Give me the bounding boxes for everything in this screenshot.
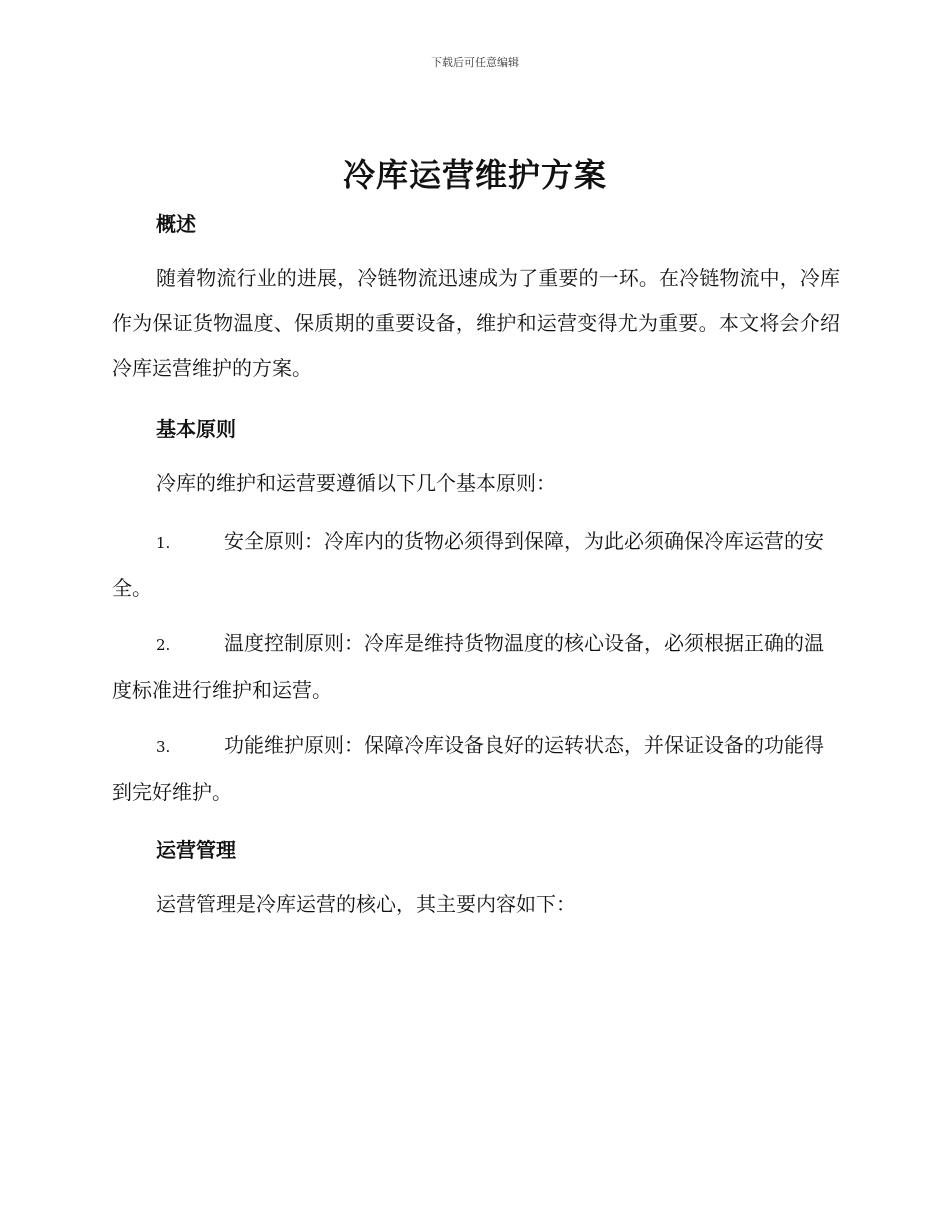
- section-heading-operations: 运营管理: [156, 838, 236, 862]
- principles-intro: 冷库的维护和运营要遵循以下几个基本原则：: [156, 471, 556, 495]
- list-number: 2.: [156, 636, 171, 654]
- operations-intro: 运营管理是冷库运营的核心，其主要内容如下：: [156, 892, 576, 916]
- section-heading-principles: 基本原则: [156, 417, 236, 441]
- principle-item-1: [112, 519, 840, 611]
- principle-item-2: [112, 621, 840, 713]
- section-heading-overview: 概述: [156, 212, 196, 236]
- list-number: 3.: [156, 738, 171, 756]
- list-item-text: 温度控制原则：冷库是维持货物温度的核心设备，必须根据正确的温度标准进行维护和运营。: [112, 631, 824, 702]
- principle-item-3: [112, 723, 840, 815]
- list-item-text: 功能维护原则：保障冷库设备良好的运转状态，并保证设备的功能得到完好维护。: [112, 733, 824, 804]
- header-note: 下载后可任意编辑: [431, 56, 519, 69]
- overview-paragraph: 随着物流行业的进展，冷链物流迅速成为了重要的一环。在冷链物流中，冷库作为保证货物温度、保质期的重要设备，维护和运营变得尤为重要。本文将会介绍冷库运营维护的方案。: [112, 266, 840, 380]
- list-number: 1.: [156, 534, 171, 552]
- list-item-text: 安全原则：冷库内的货物必须得到保障，为此必须确保冷库运营的安全。: [112, 529, 824, 600]
- document-title: 冷库运营维护方案: [342, 156, 607, 194]
